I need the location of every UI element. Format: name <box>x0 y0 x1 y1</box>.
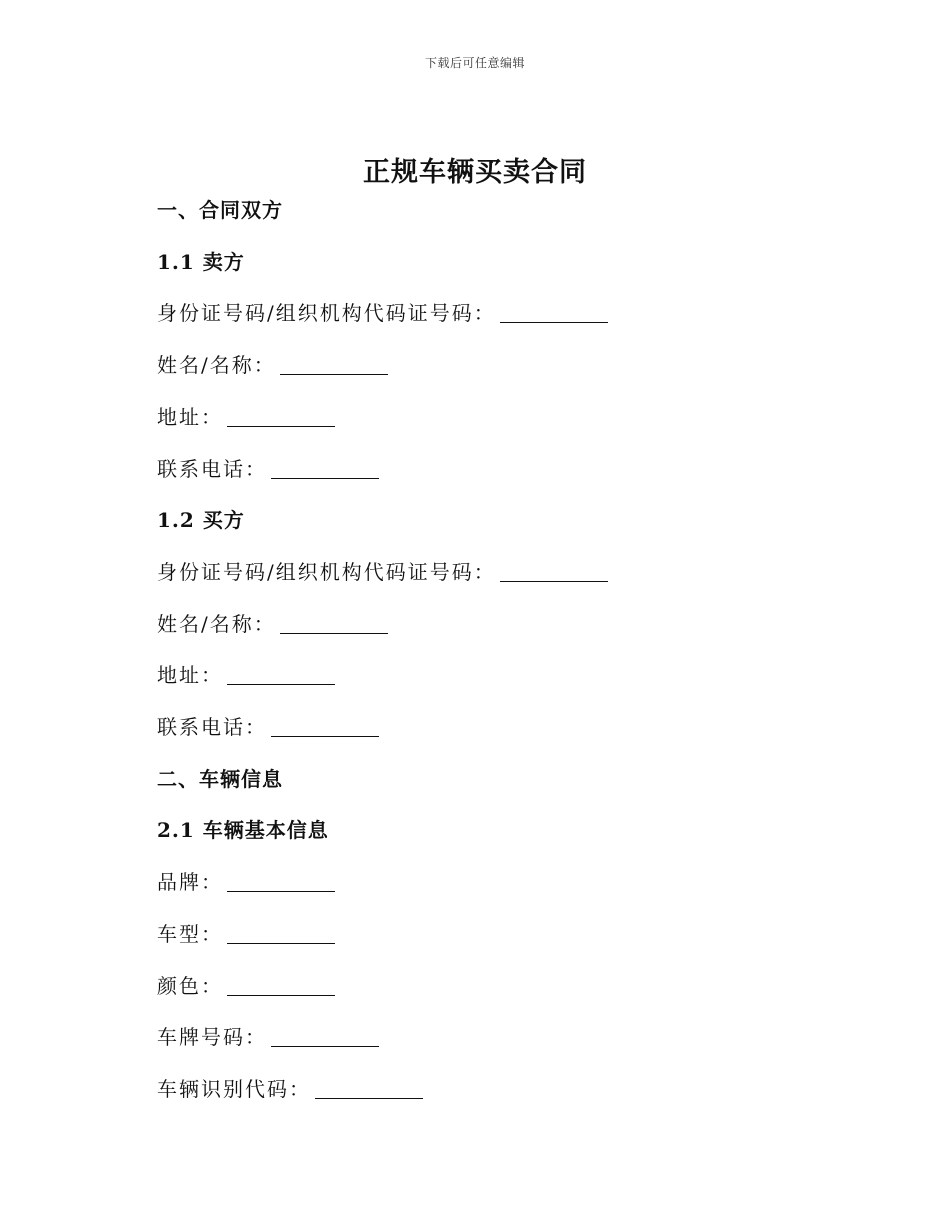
form-field-line <box>157 868 335 896</box>
section-heading <box>157 248 245 276</box>
section-heading <box>157 506 245 534</box>
form-field-line <box>157 299 608 327</box>
heading-text: 二、车辆信息 <box>157 767 283 791</box>
form-field-line <box>157 610 388 638</box>
fill-in-blank[interactable] <box>227 925 335 944</box>
section-heading <box>157 196 283 224</box>
fill-in-blank[interactable] <box>280 356 388 375</box>
field-label: 地址： <box>157 663 223 687</box>
header-note: 下载后可任意编辑 <box>424 56 525 70</box>
form-field-line <box>157 558 608 586</box>
fill-in-blank[interactable] <box>227 873 335 892</box>
heading-text: 一、合同双方 <box>157 198 283 222</box>
fill-in-blank[interactable] <box>227 666 335 685</box>
heading-text: 1.2 买方 <box>157 508 245 532</box>
field-label: 姓名/名称： <box>157 612 276 636</box>
field-label: 地址： <box>157 405 223 429</box>
fill-in-blank[interactable] <box>227 408 335 427</box>
field-label: 品牌： <box>157 870 223 894</box>
form-field-line <box>157 713 379 741</box>
form-field-line <box>157 1075 423 1103</box>
field-label: 车牌号码： <box>157 1025 267 1049</box>
fill-in-blank[interactable] <box>500 563 608 582</box>
form-field-line <box>157 403 335 431</box>
fill-in-blank[interactable] <box>227 977 335 996</box>
form-field-line <box>157 455 379 483</box>
field-label: 身份证号码/组织机构代码证号码： <box>157 560 496 584</box>
fill-in-blank[interactable] <box>271 460 379 479</box>
fill-in-blank[interactable] <box>500 304 608 323</box>
field-label: 姓名/名称： <box>157 353 276 377</box>
heading-text: 1.1 卖方 <box>157 250 245 274</box>
form-field-line <box>157 920 335 948</box>
field-label: 身份证号码/组织机构代码证号码： <box>157 301 496 325</box>
section-heading <box>157 816 329 844</box>
fill-in-blank[interactable] <box>315 1080 423 1099</box>
field-label: 联系电话： <box>157 457 267 481</box>
form-field-line <box>157 351 388 379</box>
form-field-line <box>157 661 335 689</box>
section-heading <box>157 765 283 793</box>
document-title: 正规车辆买卖合同 <box>363 157 587 188</box>
field-label: 车辆识别代码： <box>157 1077 311 1101</box>
heading-text: 2.1 车辆基本信息 <box>157 818 329 842</box>
form-field-line <box>157 1023 379 1051</box>
field-label: 车型： <box>157 922 223 946</box>
fill-in-blank[interactable] <box>271 718 379 737</box>
field-label: 联系电话： <box>157 715 267 739</box>
fill-in-blank[interactable] <box>271 1028 379 1047</box>
form-field-line <box>157 972 335 1000</box>
fill-in-blank[interactable] <box>280 615 388 634</box>
field-label: 颜色： <box>157 974 223 998</box>
